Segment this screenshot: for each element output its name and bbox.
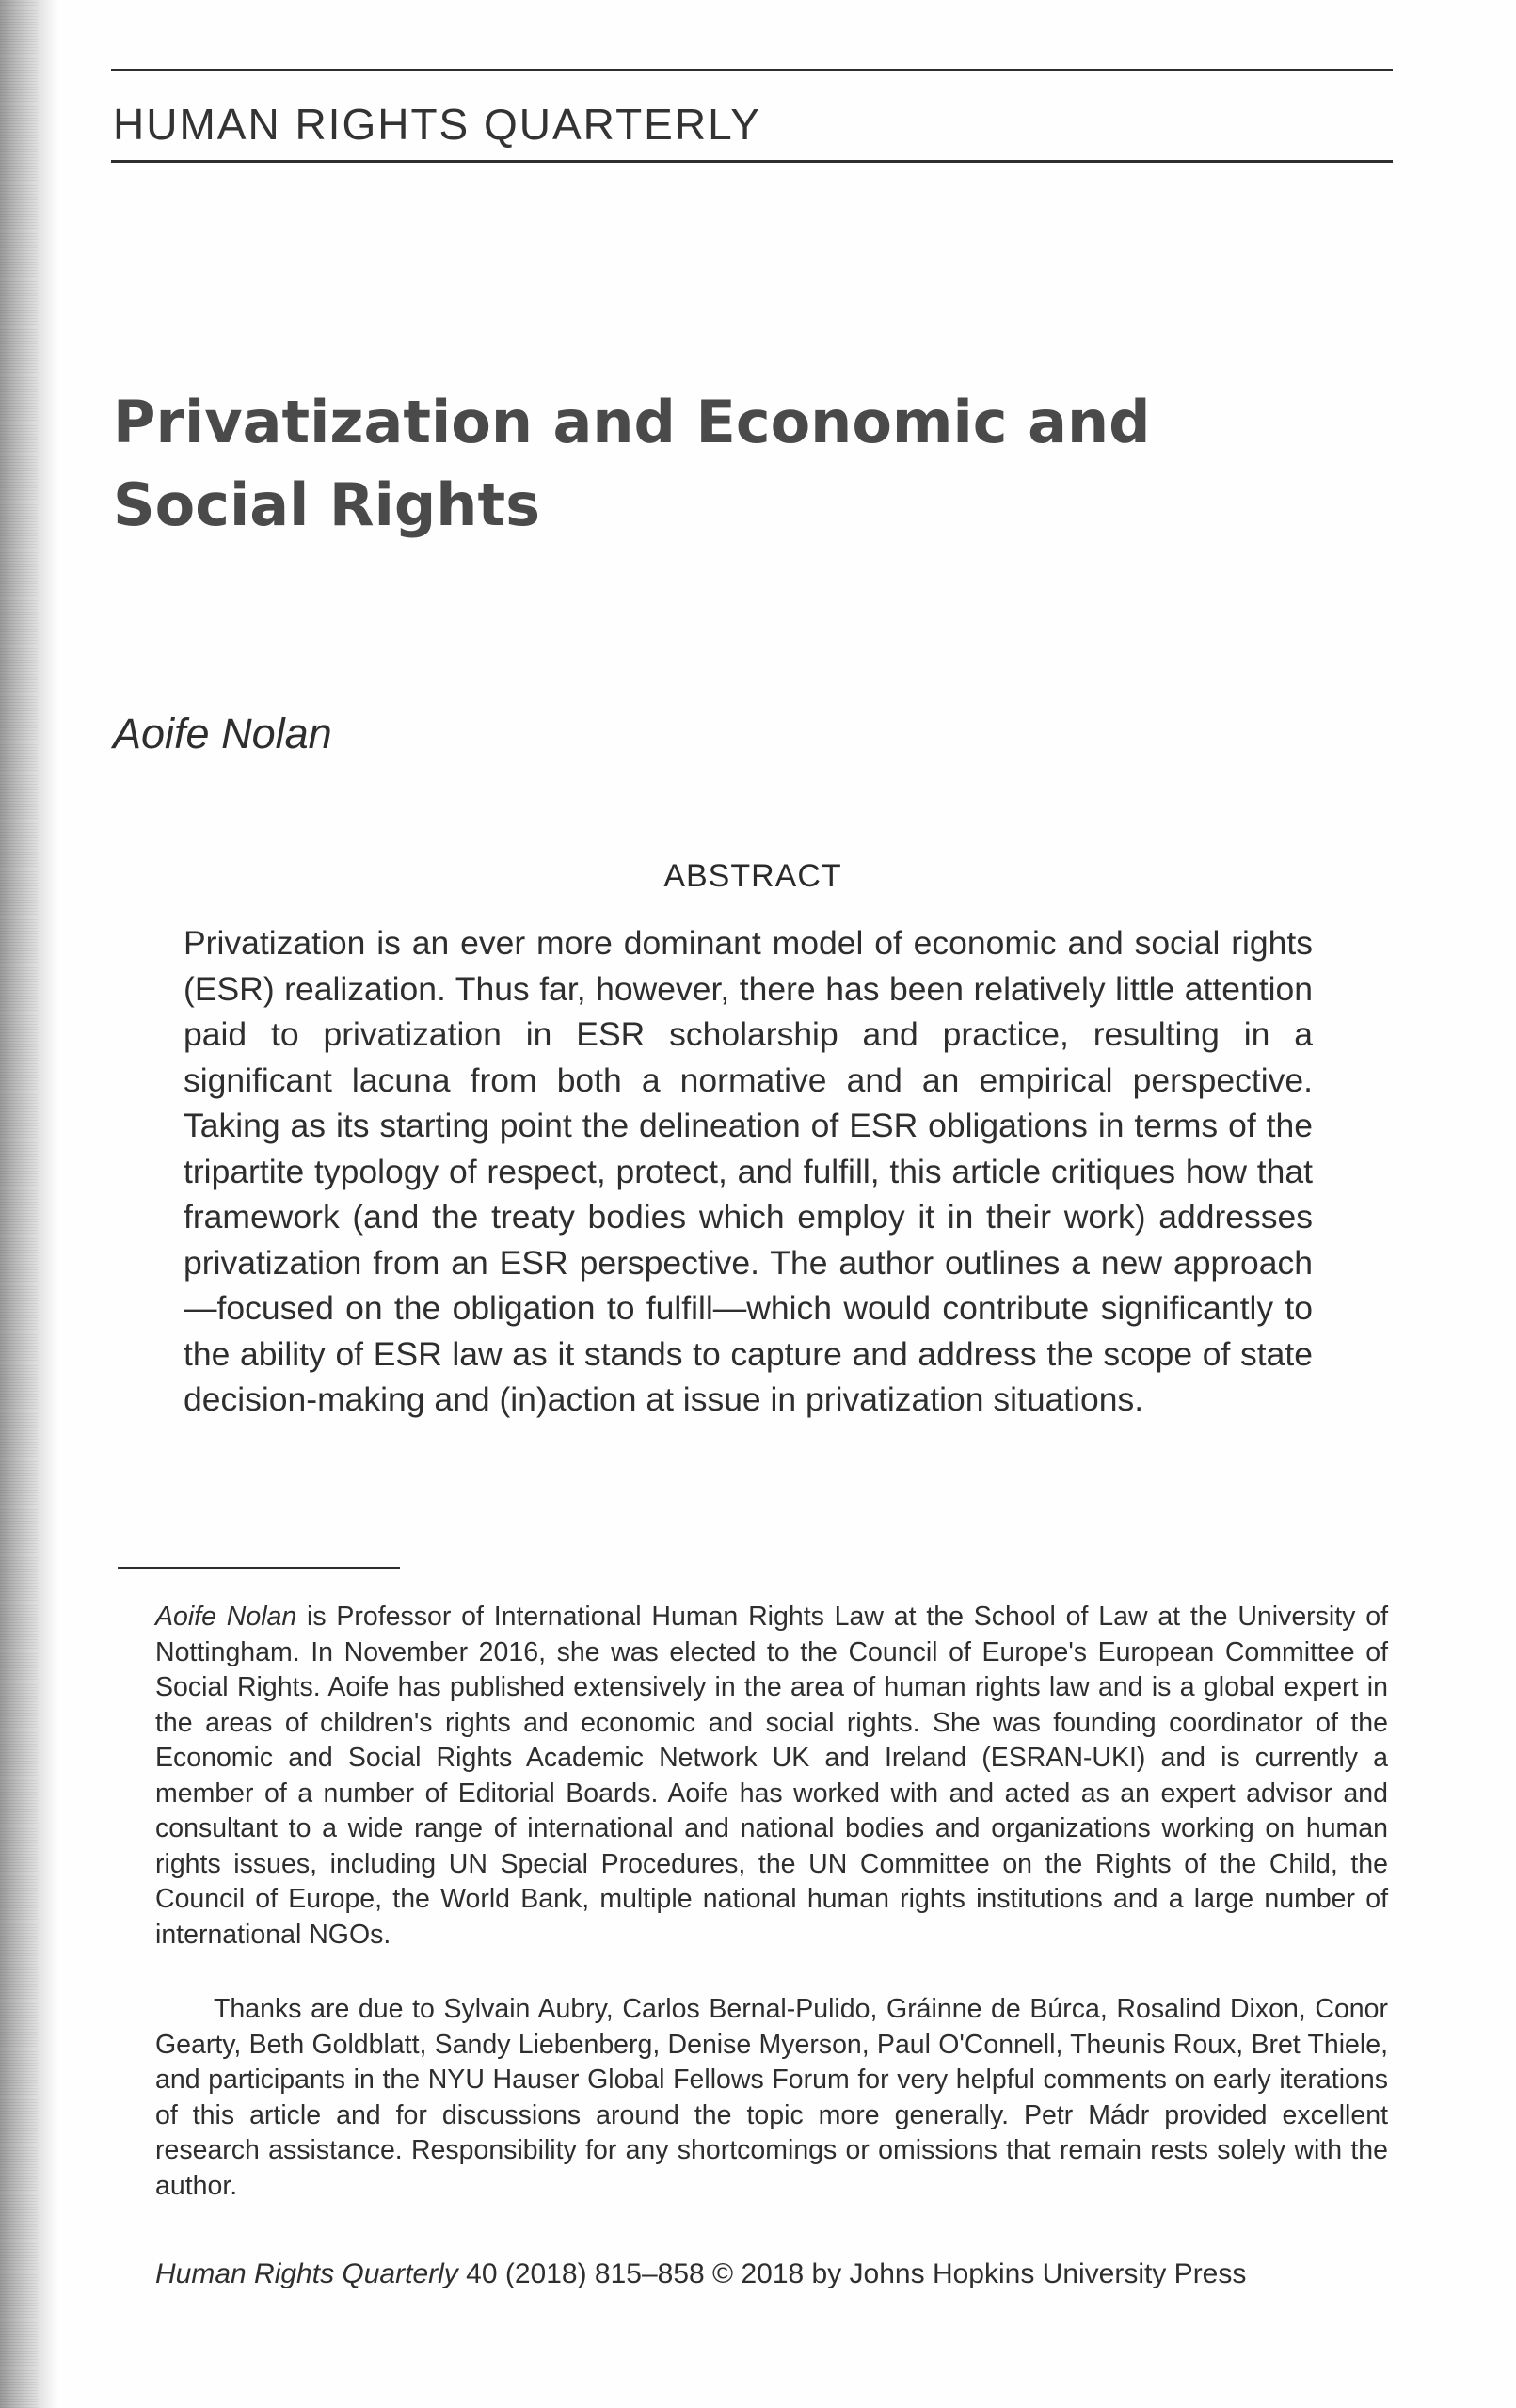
acknowledgements-footnote: Thanks are due to Sylvain Aubry, Carlos Bernal-Pulido, Gráinne de Búrca, Rosalind Dixon, Conor Gearty, Beth Goldblatt, Sandy Liebenberg, Denise Myerson, Paul O'Connell, Theunis Roux, Bret Thiele, and participants in the NYU Hauser Global Fellows Forum for very helpful comments on early iterations of this article and for discussions around the topic more generally. Petr Mádr provided excellent research assistance. Responsibility for any shortcomings or omissions that remain rests solely with the author. [155, 1994, 1388, 2201]
author-bio-footnote [155, 1600, 1388, 1953]
citation-line [155, 2258, 1246, 2290]
article-title-line-2: Social Rights [113, 470, 540, 539]
journal-name: HUMAN RIGHTS QUARTERLY [113, 100, 761, 149]
bio-text: is Professor of International Human Rights Law at the School of Law at the University of Nottingham. In November 2016, she was elected to the Council of Europe's European Committee of Social Rights. Aoife has published extensively in the area of human rights law and is a global expert in the areas of children's rights and economic and social rights. She was founding coordinator of the Economic and Social Rights Academic Network UK and Ireland (ESRAN-UKI) and is currently a member of a number of Editorial Boards. Aoife has worked with and acted as an expert advisor and consultant to a wide range of international and national bodies and organizations working on human rights issues, including UN Special Procedures, the UN Committee on the Rights of the Child, the Council of Europe, the World Bank, multiple national human rights institutions and a large number of international NGOs. [155, 1602, 1388, 1950]
header-top-rule [111, 69, 1393, 71]
citation-details: 40 (2018) 815–858 © 2018 by Johns Hopkins University Press [457, 2258, 1247, 2289]
footnote-separator [118, 1567, 400, 1569]
header-bottom-rule [111, 160, 1393, 163]
binding-texture [0, 0, 38, 2408]
article-title [113, 381, 1336, 547]
abstract-text: Privatization is an ever more dominant model of economic and social rights (ESR) realization. Thus far, however, there has been relatively little attention paid to privatization in ESR scholarship and practice, resulting in a significant lacuna from both a normative and an empirical perspective. Taking as its starting point the delineation of ESR obligations in terms of the tripartite typology of respect, protect, and fulfill, this article critiques how that framework (and the treaty bodies which employ it in their work) addresses privatization from an ESR perspective. The author outlines a new approach—focused on the obligation to fulfill—which would contribute significantly to the ability of ESR law as it stands to capture and address the scope of state decision-making and (in)action at issue in privatization situations. [184, 924, 1313, 1418]
bio-author-name: Aoife Nolan [155, 1602, 297, 1632]
abstract-heading: ABSTRACT [663, 858, 842, 894]
citation-journal: Human Rights Quarterly [155, 2258, 458, 2289]
author-name: Aoife Nolan [113, 710, 332, 757]
article-title-line-1: Privatization and Economic and [113, 388, 1151, 456]
